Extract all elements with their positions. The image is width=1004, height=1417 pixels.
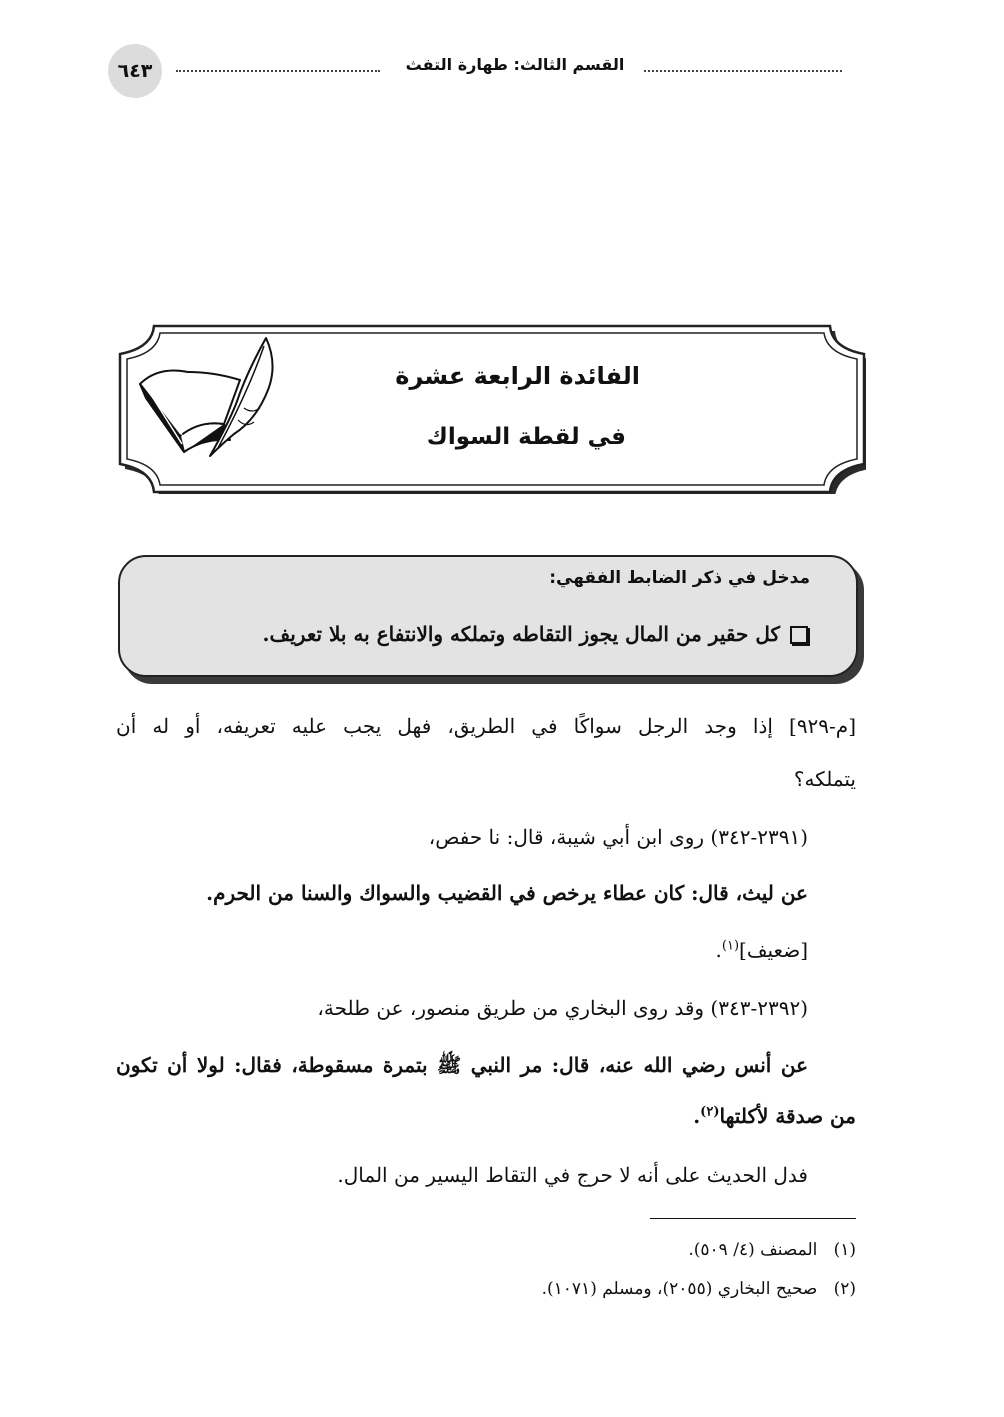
footnote-1 [500, 1240, 856, 1260]
hadith1-isnad: (٢٣٩١-٣٤٢) روى ابن أبي شيبة، قال: نا حفص، [428, 825, 808, 849]
hadith2-end: . [693, 1104, 701, 1128]
footnote-ref-2[interactable]: (٢) [700, 1104, 720, 1120]
footnote-separator [650, 1218, 856, 1219]
footnote-2-text: صحيح البخاري (٢٠٥٥)، ومسلم (١٠٧١). [541, 1279, 818, 1299]
hadith2-matn-line-1: عن أنس رضي الله عنه، قال: مر النبي ﷺ بتمرة مسقوطة، فقال: لولا أن تكون [116, 1053, 808, 1077]
hadith1-grade-line [500, 938, 808, 962]
hadith2-matn-end: من صدقة لأكلتها [719, 1104, 856, 1128]
footnote-1-text: المصنف (٤/ ٥٠٩). [688, 1240, 818, 1260]
footnote-ref-1[interactable]: (١) [721, 938, 740, 954]
question-line-2: يتملكه؟ [793, 767, 856, 791]
page-number-badge [108, 44, 162, 98]
rule-text-line [200, 622, 808, 646]
chapter-title: الفائدة الرابعة عشرة [395, 362, 640, 390]
header-dotted-rule-left [176, 70, 380, 72]
chapter-subtitle: في لقطة السواك [426, 424, 626, 450]
hadith2-matn-line-2 [500, 1104, 856, 1128]
footnote-2 [400, 1279, 856, 1299]
hadith1-grade: [ضعيف] [739, 938, 808, 962]
footnote-1-number: (١) [833, 1240, 856, 1260]
hadith1-end: . [715, 938, 722, 962]
checkbox-icon [790, 626, 808, 644]
page-number: ٦٤٣ [117, 60, 153, 82]
rule-heading: مدخل في ذكر الضابط الفقهي: [549, 568, 810, 588]
header-dotted-rule-right [644, 70, 842, 72]
footnote-2-number: (٢) [833, 1279, 856, 1299]
conclusion-paragraph: فدل الحديث على أنه لا حرج في التقاط اليسير من المال. [337, 1163, 808, 1187]
question-line-1: [م-٩٢٩] إذا وجد الرجل سواكًا في الطريق، فهل يجب عليه تعريفه، أو له أن [116, 714, 856, 738]
hadith2-isnad: (٢٣٩٢-٣٤٣) وقد روى البخاري من طريق منصور، عن طلحة، [317, 996, 808, 1020]
running-title: القسم الثالث: طهارة التفث [405, 55, 625, 74]
rule-text: كل حقير من المال يجوز التقاطه وتملكه والانتفاع به بلا تعريف. [262, 622, 780, 646]
hadith1-matn: عن ليث، قال: كان عطاء يرخص في القضيب والسواك والسنا من الحرم. [206, 881, 808, 905]
chapter-title-frame [118, 324, 866, 494]
